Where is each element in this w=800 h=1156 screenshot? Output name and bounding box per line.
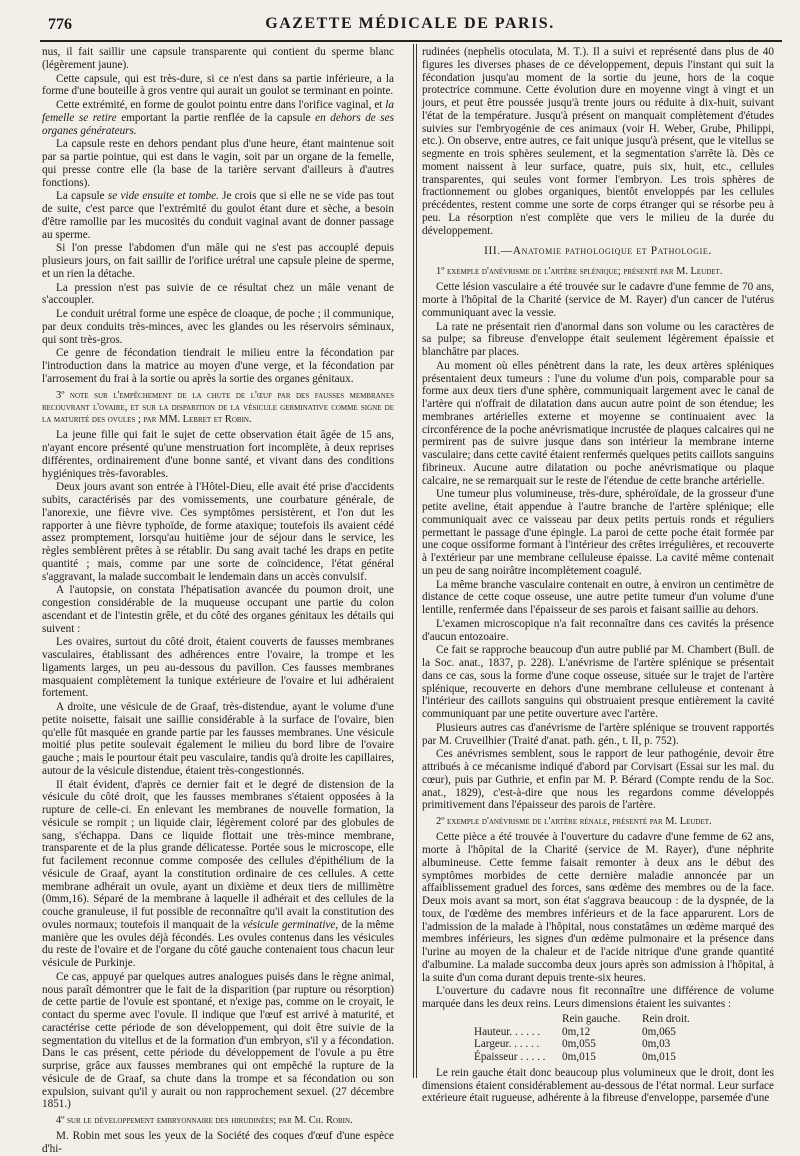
text: Cette extrémité, en forme de goulot pointu entre dans l'orifice vaginal, et [56, 99, 386, 111]
kidney-dimensions-table [422, 1013, 774, 1064]
emphasis: la femelle se retire [42, 99, 394, 124]
emphasis: vésicule germinative [242, 918, 336, 931]
cell-value: 0m,015 [562, 1051, 596, 1064]
text: emportant la partie renflée de la capsule [116, 111, 316, 124]
section-heading: III.—Anatomie pathologique et Pathologie. [484, 245, 712, 258]
emphasis: en dehors de ses organes générateurs. [42, 111, 394, 137]
text: Je crois que si elle ne se vide pas tout de suite, c'est parce que l'extrémité du goulot étant dure et sèche, a besoin d'être ramollie par les mucosités du conduit vaginal avant de donner passage au sperme. [42, 190, 394, 241]
paragraph: La capsule reste en dehors pendant plus d'une heure, étant maintenue soit par sa partie pointue, qui est dans le vagin, soit par un organe de la femelle, qui presse contre elle (la base de la tarière servant d'ailleurs à d'autres fonctions). [42, 138, 394, 189]
column-header: Rein droit. [642, 1012, 690, 1025]
cell-value: 0m,03 [642, 1038, 671, 1051]
journal-title: GAZETTE MÉDICALE DE PARIS. [265, 15, 555, 32]
paragraph: M. Robin met sous les yeux de la Société des coques d'œuf d'une espèce d'hi- [42, 1130, 394, 1156]
paragraph: L'examen microscopique n'a fait reconnaître dans ces cavités la présence d'aucun entozoaire. [422, 617, 774, 643]
paragraph: rudinées (nephelis otoculata, M. T.). Il a suivi et représenté dans plus de 40 figures les diverses phases de ce développement, depuis l'instant qui suit la fécondation jusqu'au moment de la sortie du jeune, hors de la coque protectrice commune. Cette évolution dure en moyenne vingt à vingt et un jours, et peut être poussée jusqu'à trente jours ou réduite à dix-huit, suivant l'état de la température. Jusqu'à présent on manquait complètement d'études suivies sur l'embryogénie de ces animaux (voir H. Weber, Grube, Philippi, etc.). On observe, entre autres, ce fait unique jusqu'à présent, que le vitellus se segmente en trois sphères seulement, et la segmentation s'arrête là. Dès ce moment naissent à leur surface, quatre, puis six, huit, etc., cellules transparentes, qui seules vont former l'embryon. Les trois sphères de fractionnement ou globes organiques, bientôt enveloppés par les cellules précédentes, restent comme une sorte de corps étranger qui se résorbe peu à peu. La résorption n'est complète que vers le milieu de la durée du développement. [422, 46, 774, 237]
paragraph: Cette pièce a été trouvée à l'ouverture du cadavre d'une femme de 62 ans, morte à l'hôpital de la Charité (service de M. Rayer), d'une néphrite albumineuse. Cette femme faisait remonter à deux ans le début des symptômes morbides de cette dernière maladie annoncée par un affaiblissement graduel des forces, sans œdème des membres ou de la face. Deux mois avant sa mort, son état s'aggrava beaucoup : de la dyspnée, de la toux, de l'œdème des membres inférieurs et de la face apparurent. Lors de l'admission de la malade à l'hôpital, nous constatâmes un œdème marqué des membres inférieurs, les signes d'un œdème pulmonaire et la présence dans l'urine au moyen de la chaleur et de l'acide nitrique d'une grande quantité d'albumine. La malade succomba deux jours après son admission à l'hôpital, à la suite d'un coma durant depuis trente-six heures. [422, 831, 774, 984]
paragraph: Cette capsule, qui est très-dure, si ce n'est dans sa partie inférieure, a la forme d'une bouteille à gros ventre qui aurait un goulot se terminant en pointe. [42, 72, 394, 98]
table-header-row [422, 1013, 774, 1026]
left-column [42, 46, 395, 1156]
table-row [422, 1026, 774, 1039]
table-corner [422, 1013, 562, 1026]
paragraph: Une tumeur plus volumineuse, très-dure, sphéroïdale, de la grosseur d'une petite aveline, était appendue à l'autre branche de l'artère splénique; elle communiquait avec ce vaisseau par deux petits pertuis ronds et réguliers permettant le passage d'une épingle. La paroi de cette poche était formée par une coque ossiforme formant à l'intérieur des crêtes irrégulières, et recouverte à l'extérieur par une membrane celluleuse épaisse. La cavité même contenait un peu de sang noirâtre incomplètement coagulé. [422, 488, 774, 577]
table-row [422, 1051, 774, 1064]
paragraph [42, 190, 394, 241]
paragraph: Deux jours avant son entrée à l'Hôtel-Dieu, elle avait été prise d'accidents subits, caractérisés par des vomissements, une courbature générale, de l'anorexie, une fièvre vive. Ces symptômes persistèrent, et l'on dut les rapporter à une fièvre typhoïde, de forme ataxique; toutefois ils avaient cédé assez promptement, lorsqu'au huitième jour de séjour dans le service, les règles semblèrent prêtes à se rétablir. Du sang avait taché les draps en petite quantité ; mais, comme par une sorte de coïncidence, l'état général s'aggravant, la malade succombait le lendemain dans un accès convulsif. [42, 481, 394, 583]
article-heading: 4º sur le développement embryonnaire des hirudinées; par M. Ch. Robin. [56, 1115, 353, 1127]
paragraph: A droite, une vésicule de de Graaf, très-distendue, ayant le volume d'une petite noisette, faisait une saillie considérable à la surface de l'ovaire, bien qu'elle fût masquée en grande partie par les fausses membranes. Une vésicule moitié plus petite soulevait également le milieu du bord libre de l'ovaire gauche ; mais le pourtour était peu vasculaire, tandis qu'à droite les capillaires, autour de la vésicule distendue, étaient très-congestionnés. [42, 701, 394, 777]
paragraph: La jeune fille qui fait le sujet de cette observation était âgée de 15 ans, n'ayant encore présenté qu'une menstruation fort incomplète, à deux reprises différentes, ordinairement d'une bonne santé, et vivant dans des conditions hygiéniques très-favorables. [42, 429, 394, 480]
text: , de la même manière que les ovules déjà fécondés. Les ovules contenus dans les vésicules du reste de l'ovaire et de l'organe du côté gauche contenaient tous chacun leur vésicule de Purkinje. [42, 918, 395, 970]
paragraph: Ce cas, appuyé par quelques autres analogues puisés dans le règne animal, nous paraît démontrer que le fait de la disparition (par rupture ou résorption) de cette partie de l'ovule est spontané, et n'exige pas, comme on le croyait, le contact du sperme avec l'ovule. Il indique que l'œuf est arrivé à maturité, et caractérise cette période de son développement, qui doit être suivie de la segmentation du vitellus et de la formation d'un embryon, s'il y a fécondation. Dans le cas présent, cette période du développement de l'ovule a pu être surprise, grâce aux fausses membranes qui ont empêché la rupture de la vésicule de de Graaf, sa chute dans la trompe et sa fécondation ou son expulsion, suivant qu'il y aurait ou non rapprochement sexuel. (27 décembre 1851.) [42, 970, 394, 1111]
row-label: Épaisseur . . . . . [474, 1051, 546, 1064]
cell-value: 0m,055 [562, 1038, 596, 1051]
text: Il était évident, d'après ce dernier fait et le degré de distension de la vésicule du côté droit, que les fausses membranes s'étaient opposées à la rupture de celle-ci. En enlevant les membranes de nouvelle formation, la vésicule se rompit ; un liquide clair, légèrement coloré par des globules de sang, s'échappa. Dans ce liquide flottait une très-mince membrane, transparente et de la plus grande délicatesse. Portée sous le microscope, elle fut facilement reconnue comme composée des cellules d'épithélium de la vésicule de Graaf, ayant la constitution ordinaire de ces cellules. A cette membrane adhérait un ovule, ayant un dixième et deux tiers de millimètre (0mm,16). Séparé de la membrane à laquelle il adhérait et des cellules de la couche granuleuse, il fut possible de reconnaître qu'il avait la constitution des ovules normaux; toutefois il manquait de la [42, 778, 394, 931]
paragraph: La même branche vasculaire contenait en outre, à environ un centimètre de distance de cette coque osseuse, une autre petite tumeur d'un volume d'une lentille, renfermée dans l'épaisseur de ses parois et faisant saillie au dehors. [422, 578, 774, 617]
paragraph: Au moment où elles pénètrent dans la rate, les deux artères spléniques présentaient deux tumeurs : l'une du volume d'un pois, comparable pour sa forme aux deux tiers d'une sphère, communiquait largement avec le canal de l'artère qui n'offrait de dilatation dans aucun autre point de son étendue; les membranes artérielles externe et moyenne se continuaient avec la circonférence de la poche anévrismatique incrustée de plaques calcaires qui ne permirent pas de suivre jusque dans son intérieur la membrane interne vasculaire; dans cette cavité étaient renfermés quelques petits caillots sanguins fibrineux. Aucune autre dilatation ou poche anévrismatique ou plaque calcaire, ne se remarquait sur le reste de l'étendue de cette branche artérielle. [422, 359, 774, 487]
paragraph: Plusieurs autres cas d'anévrisme de l'artère splénique se trouvent rapportés par M. Cruveilhier (Traité d'anat. path. gén., t. II, p. 752). [422, 721, 774, 747]
emphasis: se vide ensuite et tombe. [107, 190, 219, 203]
row-label: Hauteur. . . . . . [474, 1025, 541, 1038]
column-divider-inner [416, 44, 417, 1078]
paragraph: Si l'on presse l'abdomen d'un mâle qui ne s'est pas accouplé depuis plusieurs jours, on fait saillir de l'orifice urétral une capsule pleine de sperme, et un rien la détache. [42, 242, 394, 280]
row-label: Largeur. . . . . . [474, 1038, 540, 1051]
article-heading: 3º note sur l'empêchement de la chute de l'œuf par des fausses membranes recouvrant l'ovaire, et sur la disparition de la vésicule germinative comme signe de la maturité des ovules ; par MM. Lebret et Robin. [42, 389, 394, 426]
paragraph: nus, il fait saillir une capsule transparente qui contient du sperme blanc (légèrement jaune). [42, 46, 394, 71]
paragraph: Les ovaires, surtout du côté droit, étaient couverts de fausses membranes vasculaires, établissant des adhérences entre l'ovaire, la trompe et les ligaments larges, un peu au-dessous du pavillon. Ces fausses membranes masquaient complètement la tunique extérieure de l'ovaire et lui adhéraient fortement. [42, 636, 394, 700]
text: La capsule [56, 190, 108, 203]
paragraph: A l'autopsie, on constata l'hépatisation avancée du poumon droit, une congestion considérable de la muqueuse occupant une partie du colon ascendant et de l'intestin grêle, et du côté des organes génitaux les détails qui suivent : [42, 584, 394, 635]
paragraph: Ces anévrismes semblent, sous le rapport de leur pathogénie, devoir être attribués à ce mécanisme indiqué d'abord par Corvisart (Essai sur les mal. du cœur), puis par Guthrie, et enfin par M. P. Bérard (Compte rendu de la Soc. anat., 1829), c'est-à-dire que nous les regardons comme développés primitivement dans l'épaisseur des parois de l'artère. [422, 748, 774, 812]
cell-value: 0m,12 [562, 1025, 591, 1038]
right-column [422, 46, 774, 1105]
paragraph: La pression n'est pas suivie de ce résultat chez un mâle venant de s'accoupler. [42, 281, 394, 307]
paragraph: Ce fait se rapproche beaucoup d'un autre publié par M. Chambert (Bull. de la Soc. anat., 1837, p. 228). L'anévrisme de l'artère splénique se présentait dans ce cas, sous la forme d'une coque osseuse, située sur le trajet de l'artère splénique, recouverte en dehors d'une membrane celluleuse et contenant à l'intérieur des caillots sanguins qui obstruaient presque entièrement la cavité communiquant par une petite ouverture avec l'artère. [422, 644, 774, 721]
page-header [40, 14, 780, 36]
column-header: Rein gauche. [562, 1012, 621, 1025]
cell-value: 0m,065 [642, 1025, 676, 1038]
page-number: 776 [48, 16, 72, 33]
cell-value: 0m,015 [642, 1051, 676, 1064]
paragraph: L'ouverture du cadavre nous fit reconnaître une différence de volume marquée dans les deux reins. Leurs dimensions étaient les suivantes : [422, 985, 774, 1011]
paragraph: Le conduit urétral forme une espèce de cloaque, de poche ; il communique, par deux conduits très-minces, avec les glandes ou les réservoirs séminaux, qui sont très-gros. [42, 308, 394, 346]
table-row [422, 1038, 774, 1051]
paragraph [42, 99, 394, 137]
article-heading: 1º exemple d'anévrisme de l'artère splénique; présenté par M. Leudet. [436, 266, 723, 277]
paragraph: Cette lésion vasculaire a été trouvée sur le cadavre d'une femme de 70 ans, morte à l'hôpital de la Charité (service de M. Rayer) d'un cancer de l'utérus communiquant avec la vessie. [422, 281, 774, 319]
paragraph: La rate ne présentait rien d'anormal dans son volume ou les caractères de sa pulpe; sa fibreuse d'enveloppe était seulement légèrement épaissie et blanchâtre par places. [422, 320, 774, 359]
column-divider [413, 44, 414, 1078]
paragraph: Ce genre de fécondation tiendrait le milieu entre la fécondation par l'introduction dans la matrice au moyen d'une verge, et la fécondation par l'arrosement du frai à la sortie ou après la sortie des organes génitaux. [42, 347, 394, 385]
paragraph [42, 779, 394, 970]
header-rule [40, 40, 782, 42]
article-heading: 2º exemple d'anévrisme de l'artère rénale, présenté par M. Leudet. [436, 816, 712, 828]
paragraph: Le rein gauche était donc beaucoup plus volumineux que le droit, dont les dimensions étaient considérablement au-dessous de l'état normal. Leur surface extérieure était rugueuse, adhérente à la fibreuse d'enveloppe, parsemée d'une [422, 1066, 774, 1105]
